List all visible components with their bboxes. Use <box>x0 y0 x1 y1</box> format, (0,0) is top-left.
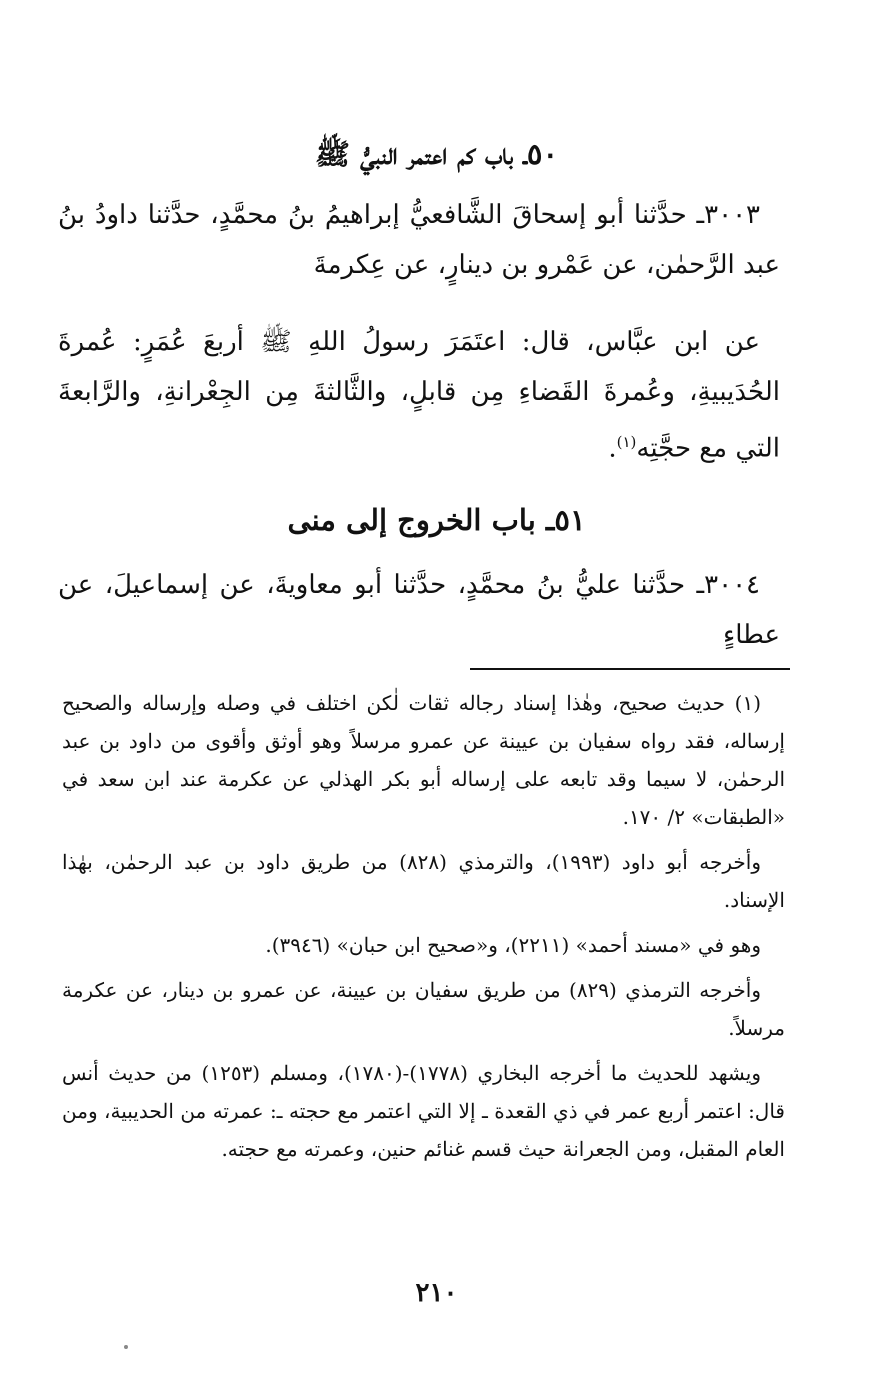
hadith-3004 <box>58 560 780 660</box>
hadith-3004-isnad: ٣٠٠٤ـ حدَّثنا عليُّ بنُ محمَّدٍ، حدَّثنا أبو معاويةَ، عن إسماعيلَ، عن عطاءٍ <box>58 570 780 650</box>
footnote-takhrij-2: وهو في «مسند أحمد» (٢٢١١)، و«صحيح ابن حبان» (٣٩٤٦). <box>265 933 761 957</box>
chapter-50-heading: ٥٠ـ باب كم اعتمر النبيُّ ﷺ <box>314 137 559 171</box>
footnote-shawahid: ويشهد للحديث ما أخرجه البخاري (١٧٧٨)-(١٧٨٠)، ومسلم (١٢٥٣) من حديث أنس قال: اعتمر أربع عمر في ذي القعدة ـ إلا التي اعتمر مع حجته ـ: عمرته من الحديبية، ومن العام المقبل، ومن الجعرانة حيث قسم غنائم حنين، وعمرته مع حجته. <box>62 1061 785 1161</box>
hadith-3003-matn <box>58 317 780 474</box>
footnote-separator <box>470 668 790 670</box>
hadith-3003-matn-block <box>58 317 780 474</box>
footnotes-section <box>62 684 785 1175</box>
hadith-3003-matn-text: عن ابن عبَّاس، قال: اعتَمَرَ رسولُ اللهِ ﷺ أربعَ عُمَرٍ: عُمرةَ الحُدَيبيةِ، وعُمرةَ القَضاءِ مِن قابلٍ، والثَّالثةَ مِن الجِعْرانةِ، والرَّابعةَ التي مع حجَّتِه <box>58 327 780 464</box>
page-number: ٢١٠ <box>415 1278 458 1308</box>
footnote-1: (١) حديث صحيح، وهٰذا إسناد رجاله ثقات لٰكن اختلف في وصله وإرساله والصحيح إرساله، فقد رواه سفيان بن عيينة عن عمرو مرسلاً وهو أوثق وأقوى من داود بن عبد الرحمٰن، لا سيما وقد تابعه على إرساله أبو بكر الهذلي عن عكرمة عند ابن سعد في «الطبقات» ٢/ ١٧٠. <box>62 691 785 829</box>
footnote-takhrij-3: وأخرجه الترمذي (٨٢٩) من طريق سفيان بن عيينة، عن عمرو بن دينار، عن عكرمة مرسلاً. <box>62 978 785 1040</box>
hadith-3003 <box>58 190 780 290</box>
hadith-3003-isnad: ٣٠٠٣ـ حدَّثنا أبو إسحاقَ الشَّافعيُّ إبراهيمُ بنُ محمَّدٍ، حدَّثنا داودُ بنُ عبد الرَّحمٰن، عن عَمْرو بن دينارٍ، عن عِكرمةَ <box>58 200 780 280</box>
chapter-51-heading: ٥١ـ باب الخروج إلى منى <box>287 503 586 537</box>
page-speck <box>124 1345 128 1349</box>
footnote-mark: (١) <box>616 433 637 451</box>
footnote-takhrij-1: وأخرجه أبو داود (١٩٩٣)، والترمذي (٨٢٨) من طريق داود بن عبد الرحمٰن، بهٰذا الإسناد. <box>62 850 785 912</box>
hadith-3003-matn-end: . <box>608 433 617 464</box>
